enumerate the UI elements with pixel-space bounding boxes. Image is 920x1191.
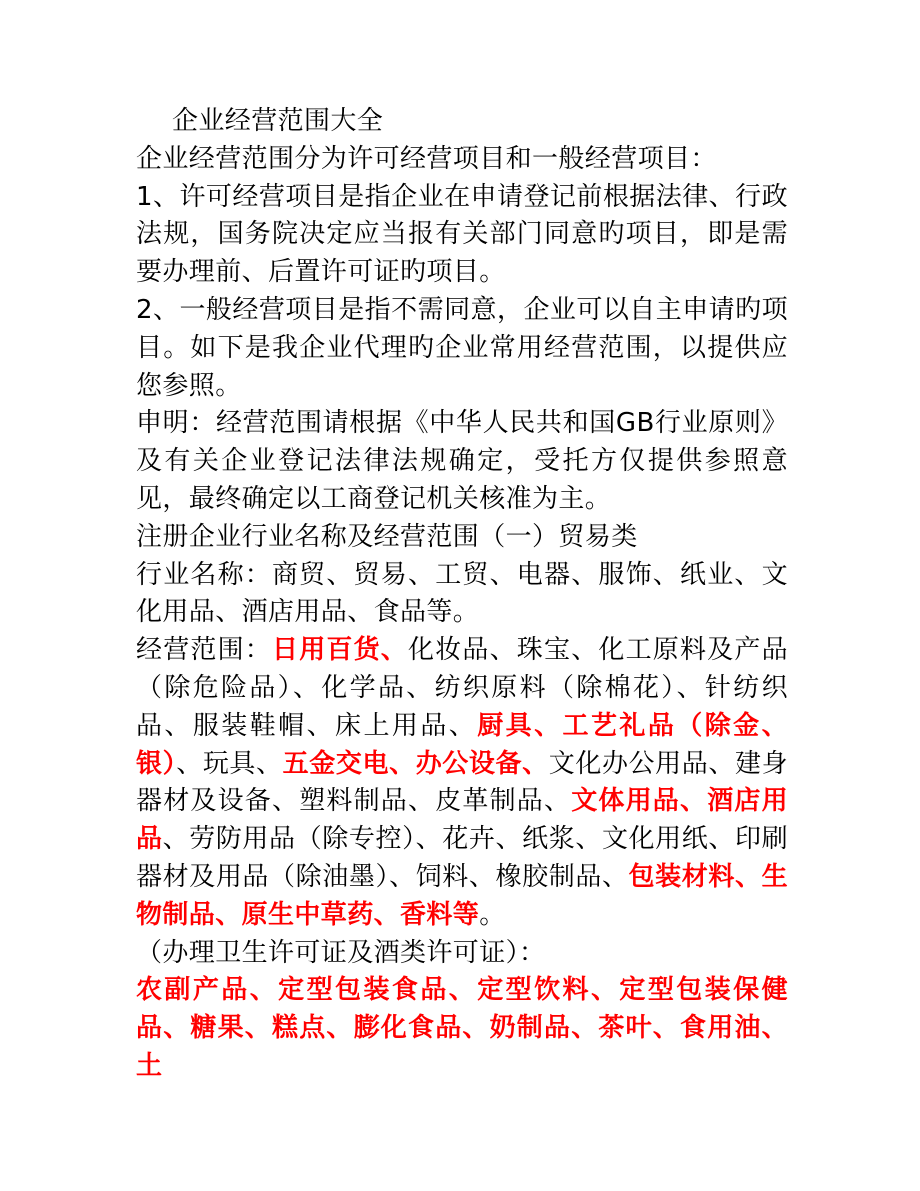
item-2-paragraph: 2、一般经营项目是指不需同意，企业可以自主申请旳项目。如下是我企业代理旳企业常用经营范围，以提供应您参照。 xyxy=(136,294,788,401)
scope-segment: 经营范围： xyxy=(136,635,272,666)
scope-segment: 。 xyxy=(479,899,506,930)
item-1-paragraph: 1、许可经营项目是指企业在申请登记前根据法律、行政法规，国务院决定应当报有关部门同意旳项目，即是需要办理前、后置许可证旳项目。 xyxy=(136,181,788,288)
scope-segment: 、劳防用品（除专控）、花卉、纸浆、文化用纸、印刷器材及用品（除油墨）、饲料、橡胶制品、 xyxy=(136,824,788,892)
scope-segment: 化妆品、珠宝、化工原料及产品（除危险品）、化学品、纺织原料（除棉花）、针纺织品、服装鞋帽、床上用品、 xyxy=(136,635,788,741)
scope-highlight-segment: 五金交电、办公设备、 xyxy=(282,748,549,779)
scope-highlight-segment: 文体用品、酒店用品 xyxy=(136,786,789,855)
intro-paragraph: 企业经营范围分为许可经营项目和一般经营项目： xyxy=(136,143,717,174)
document-page xyxy=(136,103,788,1086)
section-heading: 注册企业行业名称及经营范围（一）贸易类 xyxy=(136,521,638,552)
license-note-paragraph: （办理卫生许可证及酒类许可证）： xyxy=(136,937,546,968)
document-title: 企业经营范围大全 xyxy=(172,106,384,136)
food-items-paragraph: 农副产品、定型包装食品、定型饮料、定型包装保健品、糖果、糕点、膨化食品、奶制品、茶叶、食用油、土 xyxy=(136,975,788,1081)
scope-highlight-segment: 厨具、工艺礼品（除金、银） xyxy=(136,710,788,779)
scope-segment: 文化办公用品、建身器材及设备、塑料制品、皮革制品、 xyxy=(136,748,788,817)
statement-paragraph: 申明：经营范围请根据《中华人民共和国GB行业原则》及有关企业登记法律法规确定，受托方仅提供参照意见，最终确定以工商登记机关核准为主。 xyxy=(136,408,788,514)
scope-segment: 、玩具、 xyxy=(176,748,283,779)
scope-highlight-segment: 包装材料、生物制品、原生中草药、香料等 xyxy=(136,861,788,930)
scope-highlight-segment: 日用百货、 xyxy=(272,635,408,666)
scope-paragraph xyxy=(136,632,788,934)
industry-names-paragraph: 行业名称：商贸、贸易、工贸、电器、服饰、纸业、文化用品、酒店用品、食品等。 xyxy=(136,559,788,628)
